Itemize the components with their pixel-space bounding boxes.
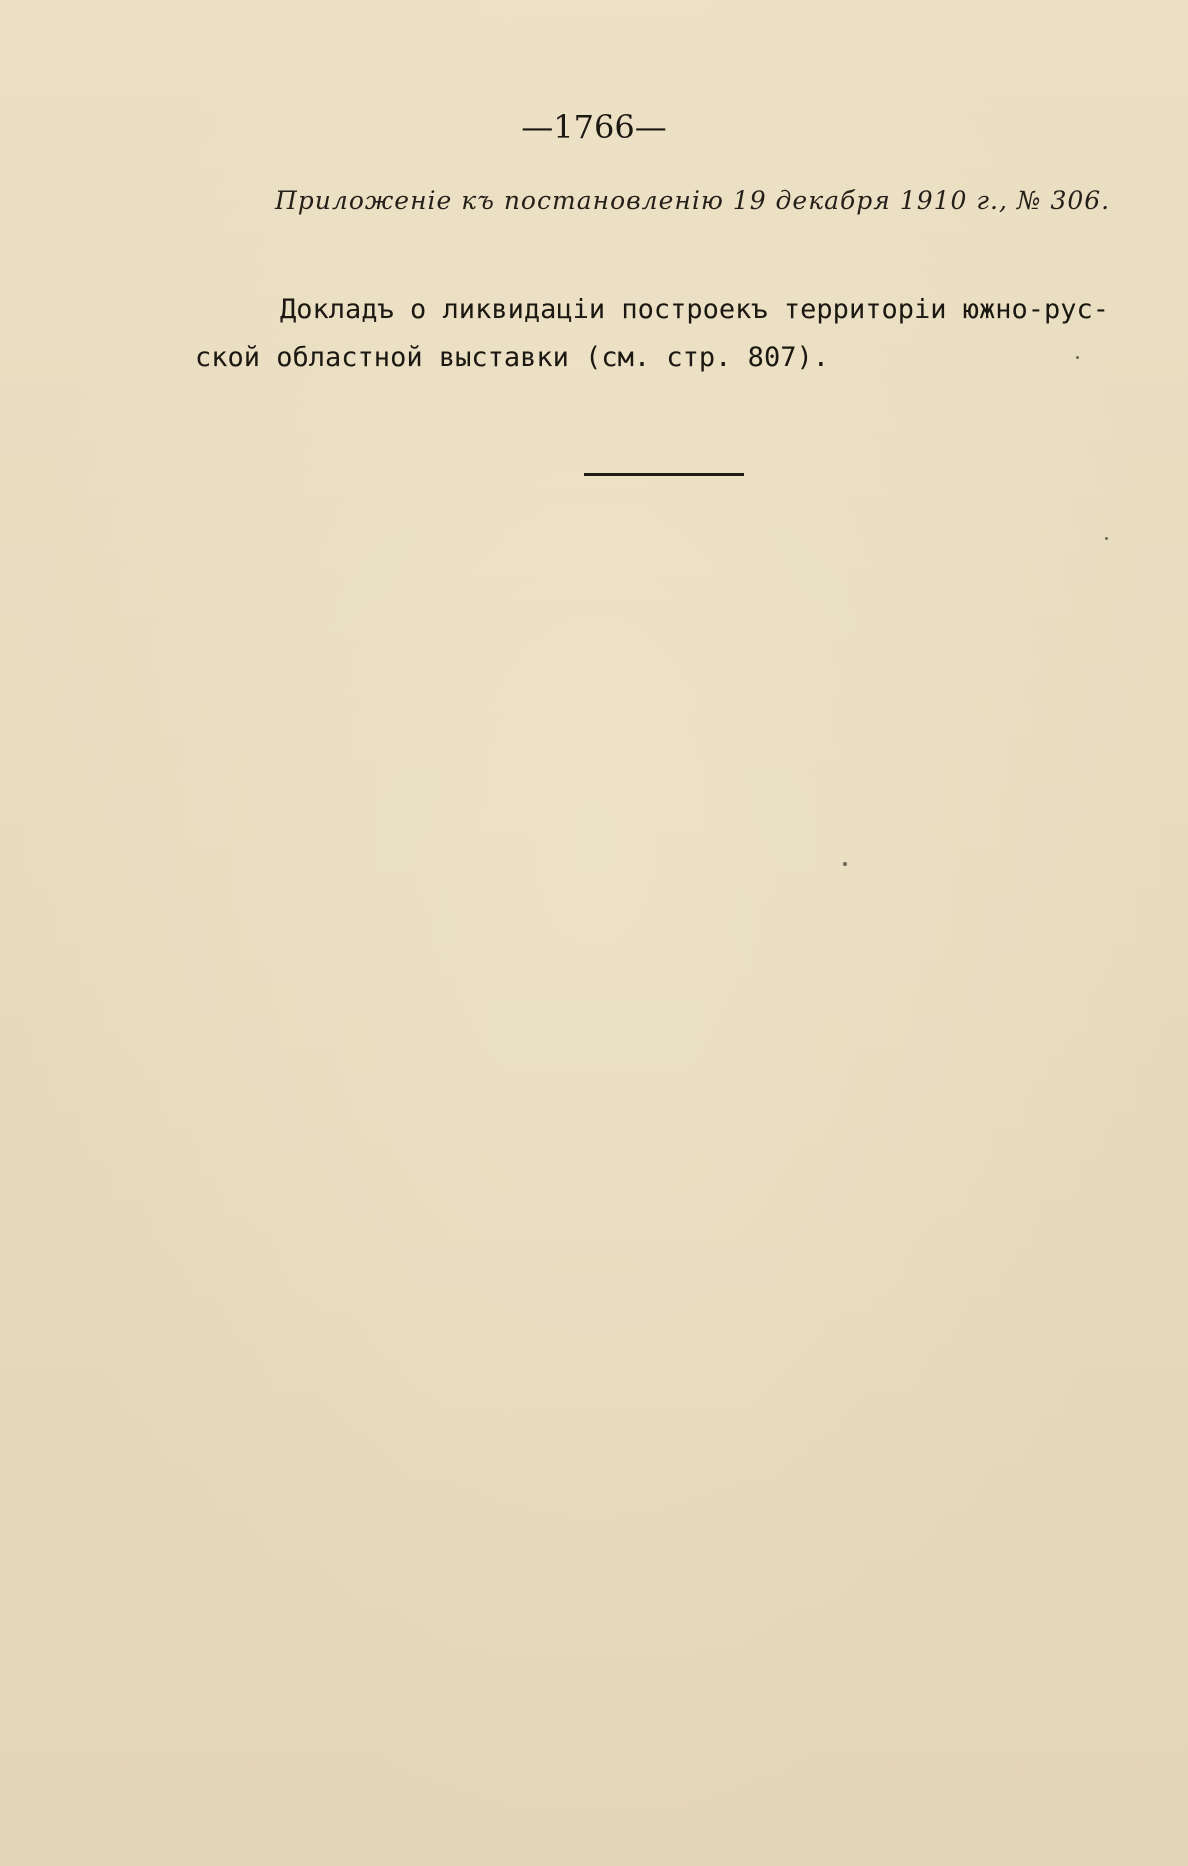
appendix-note: Приложеніе къ постановленію 19 декабря 1910 г., № 306.: [275, 186, 1111, 215]
ink-speck: [843, 862, 847, 866]
report-title-line: ской областной выставки (см. стр. 807).: [195, 342, 829, 373]
section-divider: [584, 473, 744, 476]
ink-speck: [1105, 537, 1108, 540]
report-title-line: Докладъ о ликвидаціи построекъ территоріи южно-рус-: [280, 294, 1110, 325]
report-title: [195, 286, 1133, 382]
page-number: —1766—: [521, 108, 667, 146]
ink-speck: [1076, 356, 1079, 359]
